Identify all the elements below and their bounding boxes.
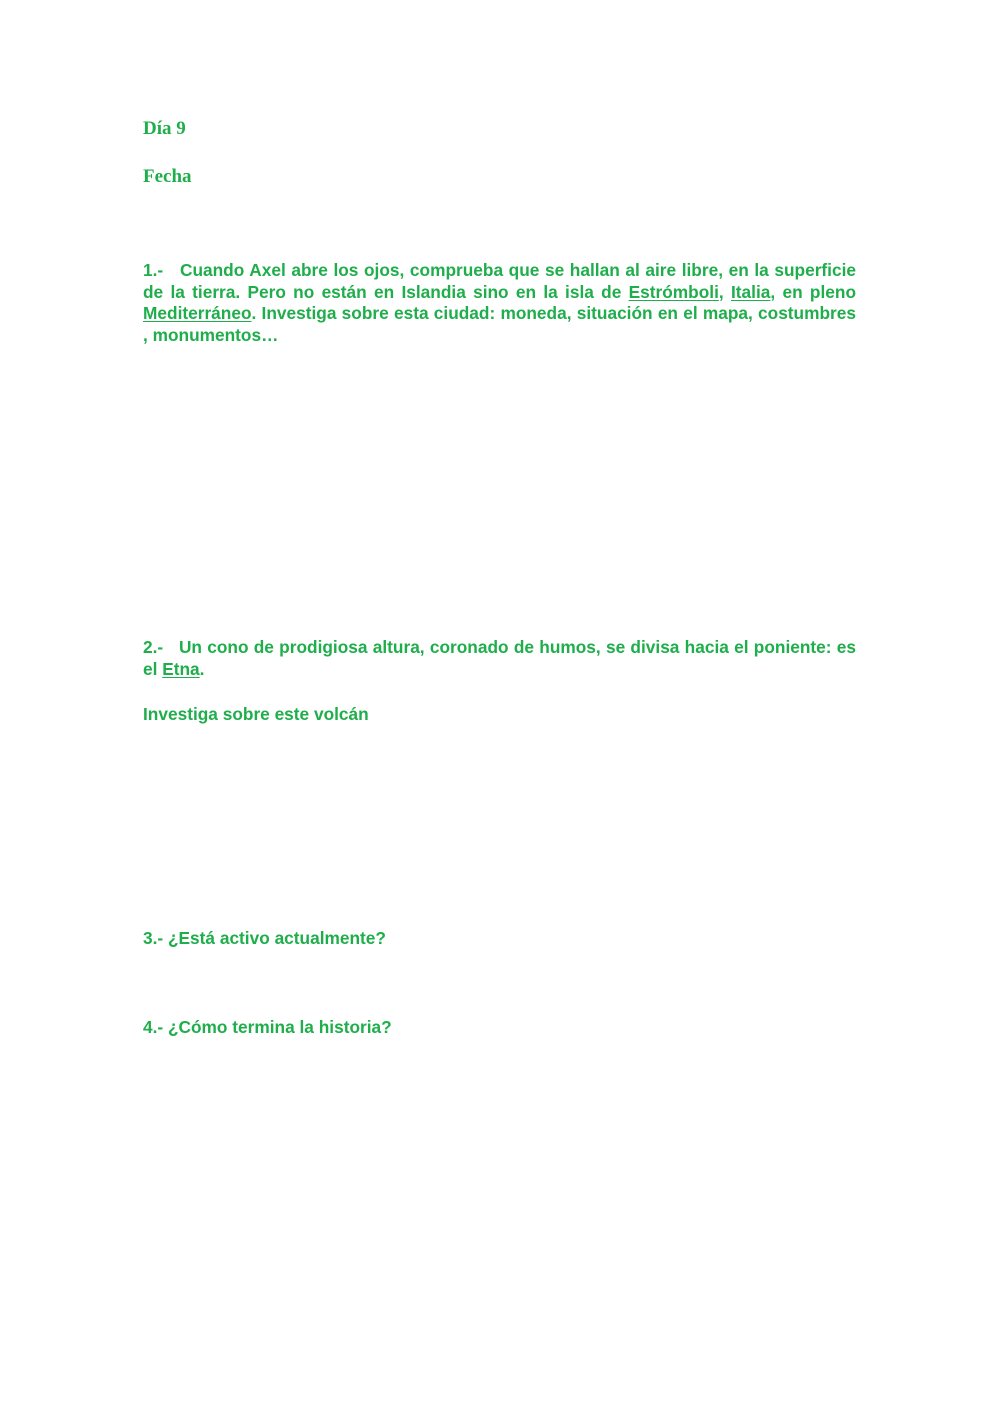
question-2-followup: Investiga sobre este volcán <box>143 704 369 724</box>
question-1-text-part4: . Investiga sobre esta ciudad: moneda, situación en el mapa, costumbres , monumentos… <box>143 303 856 345</box>
question-3: 3.- ¿Está activo actualmente? <box>143 928 386 948</box>
question-1-text-part2: , <box>718 281 731 302</box>
question-1 <box>143 260 856 346</box>
question-1-text-part1: Cuando Axel abre los ojos, comprueba que se hallan al aire libre, en la superficie de la tierra. Pero no están en Islandia sino en la isla de <box>143 260 856 302</box>
question-2 <box>143 637 856 680</box>
question-4: 4.- ¿Cómo termina la historia? <box>143 1017 392 1037</box>
link-italia[interactable]: Italia <box>730 281 771 302</box>
question-2-text-part1: Un cono de prodigiosa altura, coronado de humos, se divisa hacia el poniente: es el <box>143 637 857 679</box>
link-etna[interactable]: Etna <box>162 658 200 679</box>
link-mediterraneo[interactable]: Mediterráneo <box>143 303 252 323</box>
link-estromboli[interactable]: Estrómboli <box>628 281 719 302</box>
question-2-text-part2: . <box>199 658 205 679</box>
day-heading: Día 9 <box>143 118 186 139</box>
date-label: Fecha <box>143 166 192 187</box>
question-1-number: 1.- <box>143 260 164 280</box>
question-2-number: 2.- <box>143 637 164 657</box>
question-1-text-part3: , en pleno <box>770 281 856 302</box>
